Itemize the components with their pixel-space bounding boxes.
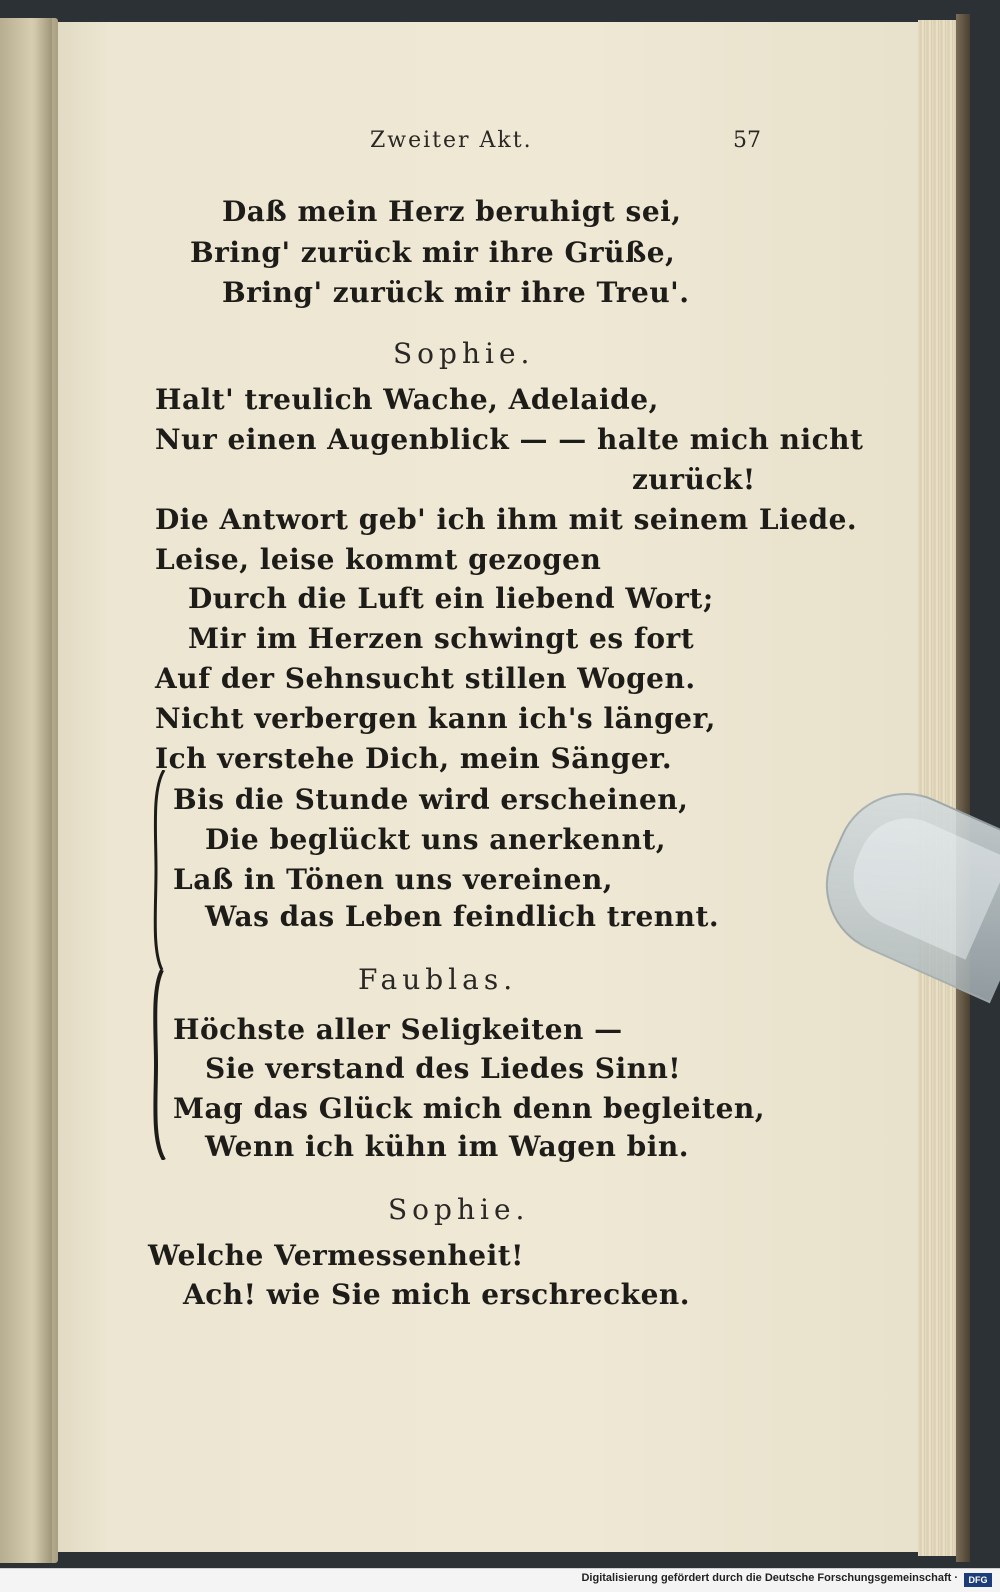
verse-line: Höchste aller Seligkeiten — [173, 1013, 623, 1046]
verse-line: Durch die Luft ein liebend Wort; [188, 582, 714, 615]
speaker-name: Sophie. [388, 1193, 530, 1226]
verse-line: Mir im Herzen schwingt es fort [188, 622, 695, 655]
dfg-logo: DFG [964, 1573, 992, 1587]
speaker-name: Sophie. [393, 337, 535, 370]
verse-line: Daß mein Herz beruhigt sei, [222, 195, 682, 228]
verse-line: Halt' treulich Wache, Adelaide, [155, 383, 659, 416]
speaker-name: Faublas. [358, 963, 518, 996]
verse-line: Die beglückt uns anerkennt, [205, 823, 666, 856]
verse-line: Bis die Stunde wird erscheinen, [173, 783, 689, 816]
verse-line: Wenn ich kühn im Wagen bin. [205, 1130, 689, 1163]
verse-line: Nicht verbergen kann ich's länger, [155, 702, 716, 735]
page-stack-edge [918, 20, 956, 1556]
duet-bracket-top [146, 770, 170, 970]
verse-line: Die Antwort geb' ich ihm mit seinem Liede. [155, 503, 858, 536]
verse-line: Ich verstehe Dich, mein Sänger. [155, 742, 673, 775]
verse-line: Bring' zurück mir ihre Grüße, [190, 236, 676, 269]
verse-line: Sie verstand des Liedes Sinn! [205, 1052, 682, 1085]
verse-line: Bring' zurück mir ihre Treu'. [222, 276, 690, 309]
verse-line: Ach! wie Sie mich erschrecken. [183, 1278, 690, 1311]
left-page-fore-edge [36, 18, 52, 1563]
book-cover-edge [956, 14, 970, 1562]
footer-credit: Digitalisierung gefördert durch die Deutsche Forschungsgemeinschaft · [581, 1572, 958, 1584]
duet-bracket-bottom [146, 970, 170, 1160]
verse-line: Auf der Sehnsucht stillen Wogen. [155, 662, 696, 695]
verse-line: Laß in Tönen uns vereinen, [173, 863, 614, 896]
verse-line: Was das Leben feindlich trennt. [205, 900, 720, 933]
verse-line: Mag das Glück mich denn begleiten, [173, 1092, 765, 1125]
verse-line: Nur einen Augenblick — — halte mich nicht [155, 423, 864, 456]
verse-line: Welche Vermessenheit! [148, 1239, 524, 1272]
verse-line: zurück! [632, 463, 756, 496]
digitization-footer [0, 1568, 1000, 1592]
page-holder-clip-highlight [838, 802, 1000, 959]
page-number: 57 [733, 128, 761, 153]
verse-line: Leise, leise kommt gezogen [155, 543, 602, 576]
running-header: Zweiter Akt. [370, 128, 533, 153]
